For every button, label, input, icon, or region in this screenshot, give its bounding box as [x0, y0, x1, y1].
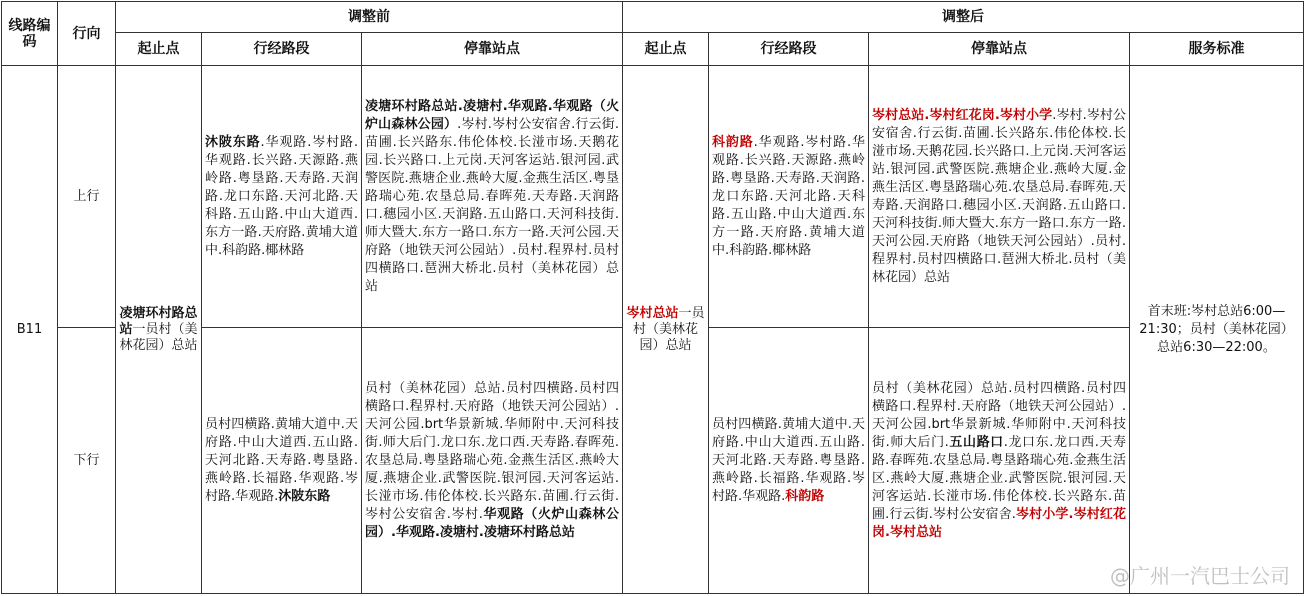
- before-start-terminal: 凌塘环村路总站: [119, 306, 197, 337]
- before-down-route-rest: 员村四横路.黄埔大道中.天府路.中山大道西.五山路.天河北路.天寿路.粤垦路.燕岭路.长福路.华观路.岑村路.华观路.: [205, 417, 358, 504]
- before-up-route-changed: 沐陂东路: [205, 135, 261, 150]
- after-down-stops-bold: 五山路口: [949, 435, 1004, 450]
- direction-down: 下行: [58, 328, 116, 594]
- after-up-route-rest: .华观路.岑村路.华观路.长兴路.天源路.燕岭路.粤垦路.天寿路.天润路.龙口东路.天河北路.天科路.五山路.中山大道西.东方一路.天府路.黄埔大道中.科韵路.椰林路: [712, 135, 865, 258]
- header-after-stops: 停靠站点: [869, 33, 1130, 66]
- before-down-route-changed: 沐陂东路: [278, 489, 330, 504]
- header-direction: 行向: [58, 2, 116, 66]
- before-down-stops-rest: 员村（美林花园）总站.员村四横路.员村四横路口.程界村.天府路（地铁天河公园站）.天河公园.brt华景新城.华师附中.天河科技街.师大后门.龙口东.龙口西.天寿路.春晖苑.农垦总局.粤垦路瑞心苑.金燕生活区.燕岭大厦.燕塘企业.武警医院.银河园.天河客运站.长湴市场.伟伦体校.长兴路东.苗圃.行云街.岑村公安宿舍.岑村.: [365, 381, 619, 522]
- after-up-route-changed: 科韵路: [712, 135, 754, 150]
- header-after-start-end: 起止点: [623, 33, 709, 66]
- after-up-stops: [869, 66, 1130, 328]
- watermark: @广州一汽巴士公司: [1110, 560, 1290, 589]
- before-up-stops-changed: 凌塘环村路总站.凌塘村.华观路.华观路（火炉山森林公园）: [365, 99, 619, 132]
- after-end-terminal: 一员村（美林花园）总站: [633, 306, 705, 353]
- before-up-route-rest: .华观路.岑村路.华观路.长兴路.天源路.燕岭路.粤垦路.天寿路.天润路.龙口东路.天河北路.天科路.五山路.中山大道西.东方一路.天府路.黄埔大道中.科韵路.椰林路: [205, 135, 358, 258]
- before-down-route: [202, 328, 362, 594]
- after-down-route: [709, 328, 869, 594]
- header-before-route: 行经路段: [202, 33, 362, 66]
- after-down-stops-part1: 员村（美林花园）总站.员村四横路.员村四横路口.程界村.天府路（地铁天河公园站）.天河公园.brt华景新城.华师附中.天河科技街.师大后门.: [872, 381, 1126, 450]
- before-end-terminal: 一员村（美林花园）总站: [119, 322, 197, 353]
- header-before-stops: 停靠站点: [362, 33, 623, 66]
- after-down-stops-changed: 岑村小学.岑村红花岗.岑村总站: [872, 507, 1126, 540]
- line-code-cell: B11: [2, 66, 58, 594]
- direction-up: 上行: [58, 66, 116, 328]
- after-up-stops-rest: .岑村.岑村公安宿舍.行云街.苗圃.长兴路东.伟伦体校.长湴市场.天鹅花园.长兴路口.上元岗.天河客运站.银河园.武警医院.燕塘企业.燕岭大厦.金燕生活区.粤垦路瑞心苑.农垦总局.春晖苑.天寿路.天润路口.穗园小区.天润路.五山路口.天河科技街.师大暨大.东方一路口.东方一路.天河公园.天府路（地铁天河公园站）.员村.程界村.员村四横路口.琶洲大桥北.员村（美林花园）总站: [872, 108, 1126, 285]
- header-line-code: 线路编码: [2, 2, 58, 66]
- before-down-stops: [362, 328, 623, 594]
- after-up-route: [709, 66, 869, 328]
- before-up-stops: [362, 66, 623, 328]
- before-start-end: [116, 66, 202, 594]
- after-down-route-changed: 科韵路: [785, 489, 824, 504]
- header-after: 调整后: [623, 2, 1304, 33]
- route-adjustment-table: [1, 1, 1304, 594]
- header-after-route: 行经路段: [709, 33, 869, 66]
- after-down-route-rest: 员村四横路.黄埔大道中.天府路.中山大道西.五山路.天河北路.天寿路.粤垦路.燕岭路.长福路.华观路.岑村路.华观路.: [712, 417, 865, 504]
- header-service-standard: 服务标准: [1130, 33, 1304, 66]
- header-before: 调整前: [116, 2, 623, 33]
- after-start-terminal: 岑村总站: [627, 306, 679, 321]
- before-up-stops-rest: .岑村.岑村公安宿舍.行云街.苗圃.长兴路东.伟伦体校.长湴市场.天鹅花园.长兴路口.上元岗.天河客运站.银河园.武警医院.燕塘企业.燕岭大厦.金燕生活区.粤垦路瑞心苑.农垦总局.春晖苑.天寿路.天润路口.穗园小区.天润路.五山路口.天河科技街.师大暨大.东方一路口.东方一路.天河公园.天府路（地铁天河公园站）.员村.程界村.员村四横路口.琶洲大桥北.员村（美林花园）总站: [365, 117, 619, 294]
- before-down-stops-changed: 华观路（火炉山森林公园）.华观路.凌塘村.凌塘环村路总站: [365, 507, 619, 540]
- header-before-start-end: 起止点: [116, 33, 202, 66]
- before-up-route: [202, 66, 362, 328]
- after-down-stops: [869, 328, 1130, 594]
- after-up-stops-changed: 岑村总站.岑村红花岗.岑村小学: [872, 108, 1052, 123]
- service-standard: 首末班:岑村总站6:00—21:30；员村（美林花园）总站6:30—22:00。: [1130, 66, 1304, 594]
- after-down-stops-part2: .龙口东.龙口西.天寿路.春晖苑.农垦总局.粤垦路瑞心苑.金燕生活区.燕岭大厦.燕塘企业.武警医院.银河园.天河客运站.长湴市场.伟伦体校.长兴路东.苗圃.行云街.岑村公安宿舍.: [872, 435, 1126, 522]
- after-start-end: [623, 66, 709, 594]
